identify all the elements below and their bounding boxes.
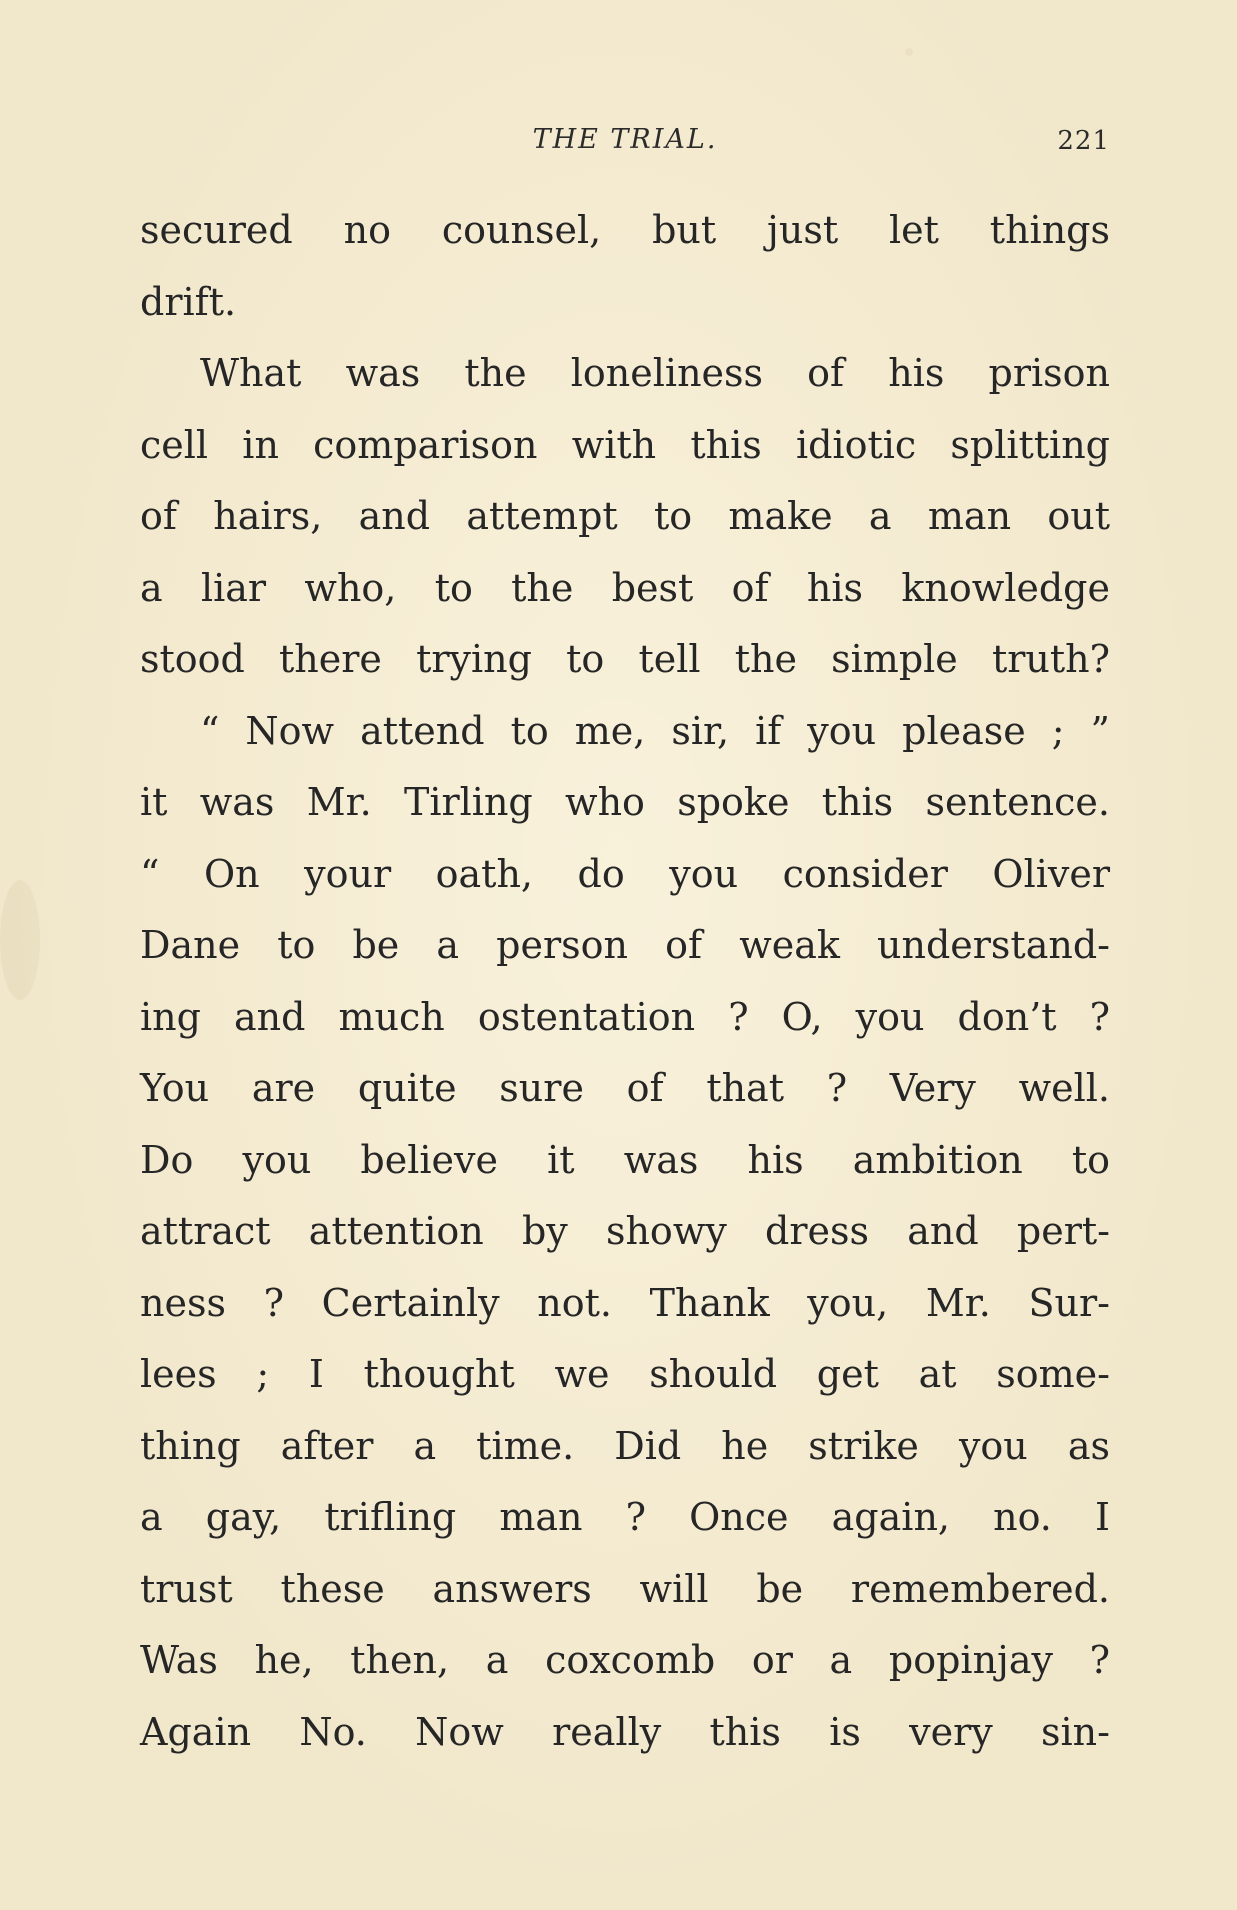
page-number: 221 [1057,126,1110,156]
paper-stain [0,880,40,1000]
text-line: drift. [140,279,237,324]
text-line: of hairs, and attempt to make a man out [140,494,1110,538]
body-text [140,195,1110,1768]
text-line: Again No. Now really this is very sin- [140,1709,1110,1754]
text-line: attract attention by showy dress and pert- [140,1209,1110,1253]
text-line: Dane to be a person of weak understand- [140,923,1110,967]
text-line: trust these answers will be remembered. [140,1566,1110,1611]
text-line: Was he, then, a coxcomb or a popinjay ? [140,1638,1110,1682]
page-header [140,120,1110,160]
text-line: a liar who, to the best of his knowledge [140,565,1110,610]
text-line: thing after a time. Did he strike you as [140,1423,1110,1468]
text-line: ness ? Certainly not. Thank you, Mr. Sur- [140,1280,1110,1325]
text-line: You are quite sure of that ? Very well. [140,1066,1110,1110]
text-line: lees ; I thought we should get at some- [140,1352,1110,1396]
text-line: Do you believe it was his ambition to [140,1137,1110,1182]
running-head: THE TRIAL. [532,124,718,155]
text-line: a gay, trifling man ? Once again, no. I [140,1495,1110,1539]
text-line: “ Now attend to me, sir, if you please ; ” [200,708,1110,753]
text-line: What was the loneliness of his prison [200,351,1110,395]
text-line: “ On your oath, do you consider Oliver [140,851,1110,896]
text-line: ing and much ostentation ? O, you don’t ? [140,994,1110,1039]
text-line: secured no counsel, but just let things [140,208,1110,252]
text-line: it was Mr. Tirling who spoke this sentence. [140,780,1110,824]
text-line: cell in comparison with this idiotic splitting [140,422,1110,467]
text-line: stood there trying to tell the simple truth? [140,637,1110,681]
paper-stain [905,48,913,56]
